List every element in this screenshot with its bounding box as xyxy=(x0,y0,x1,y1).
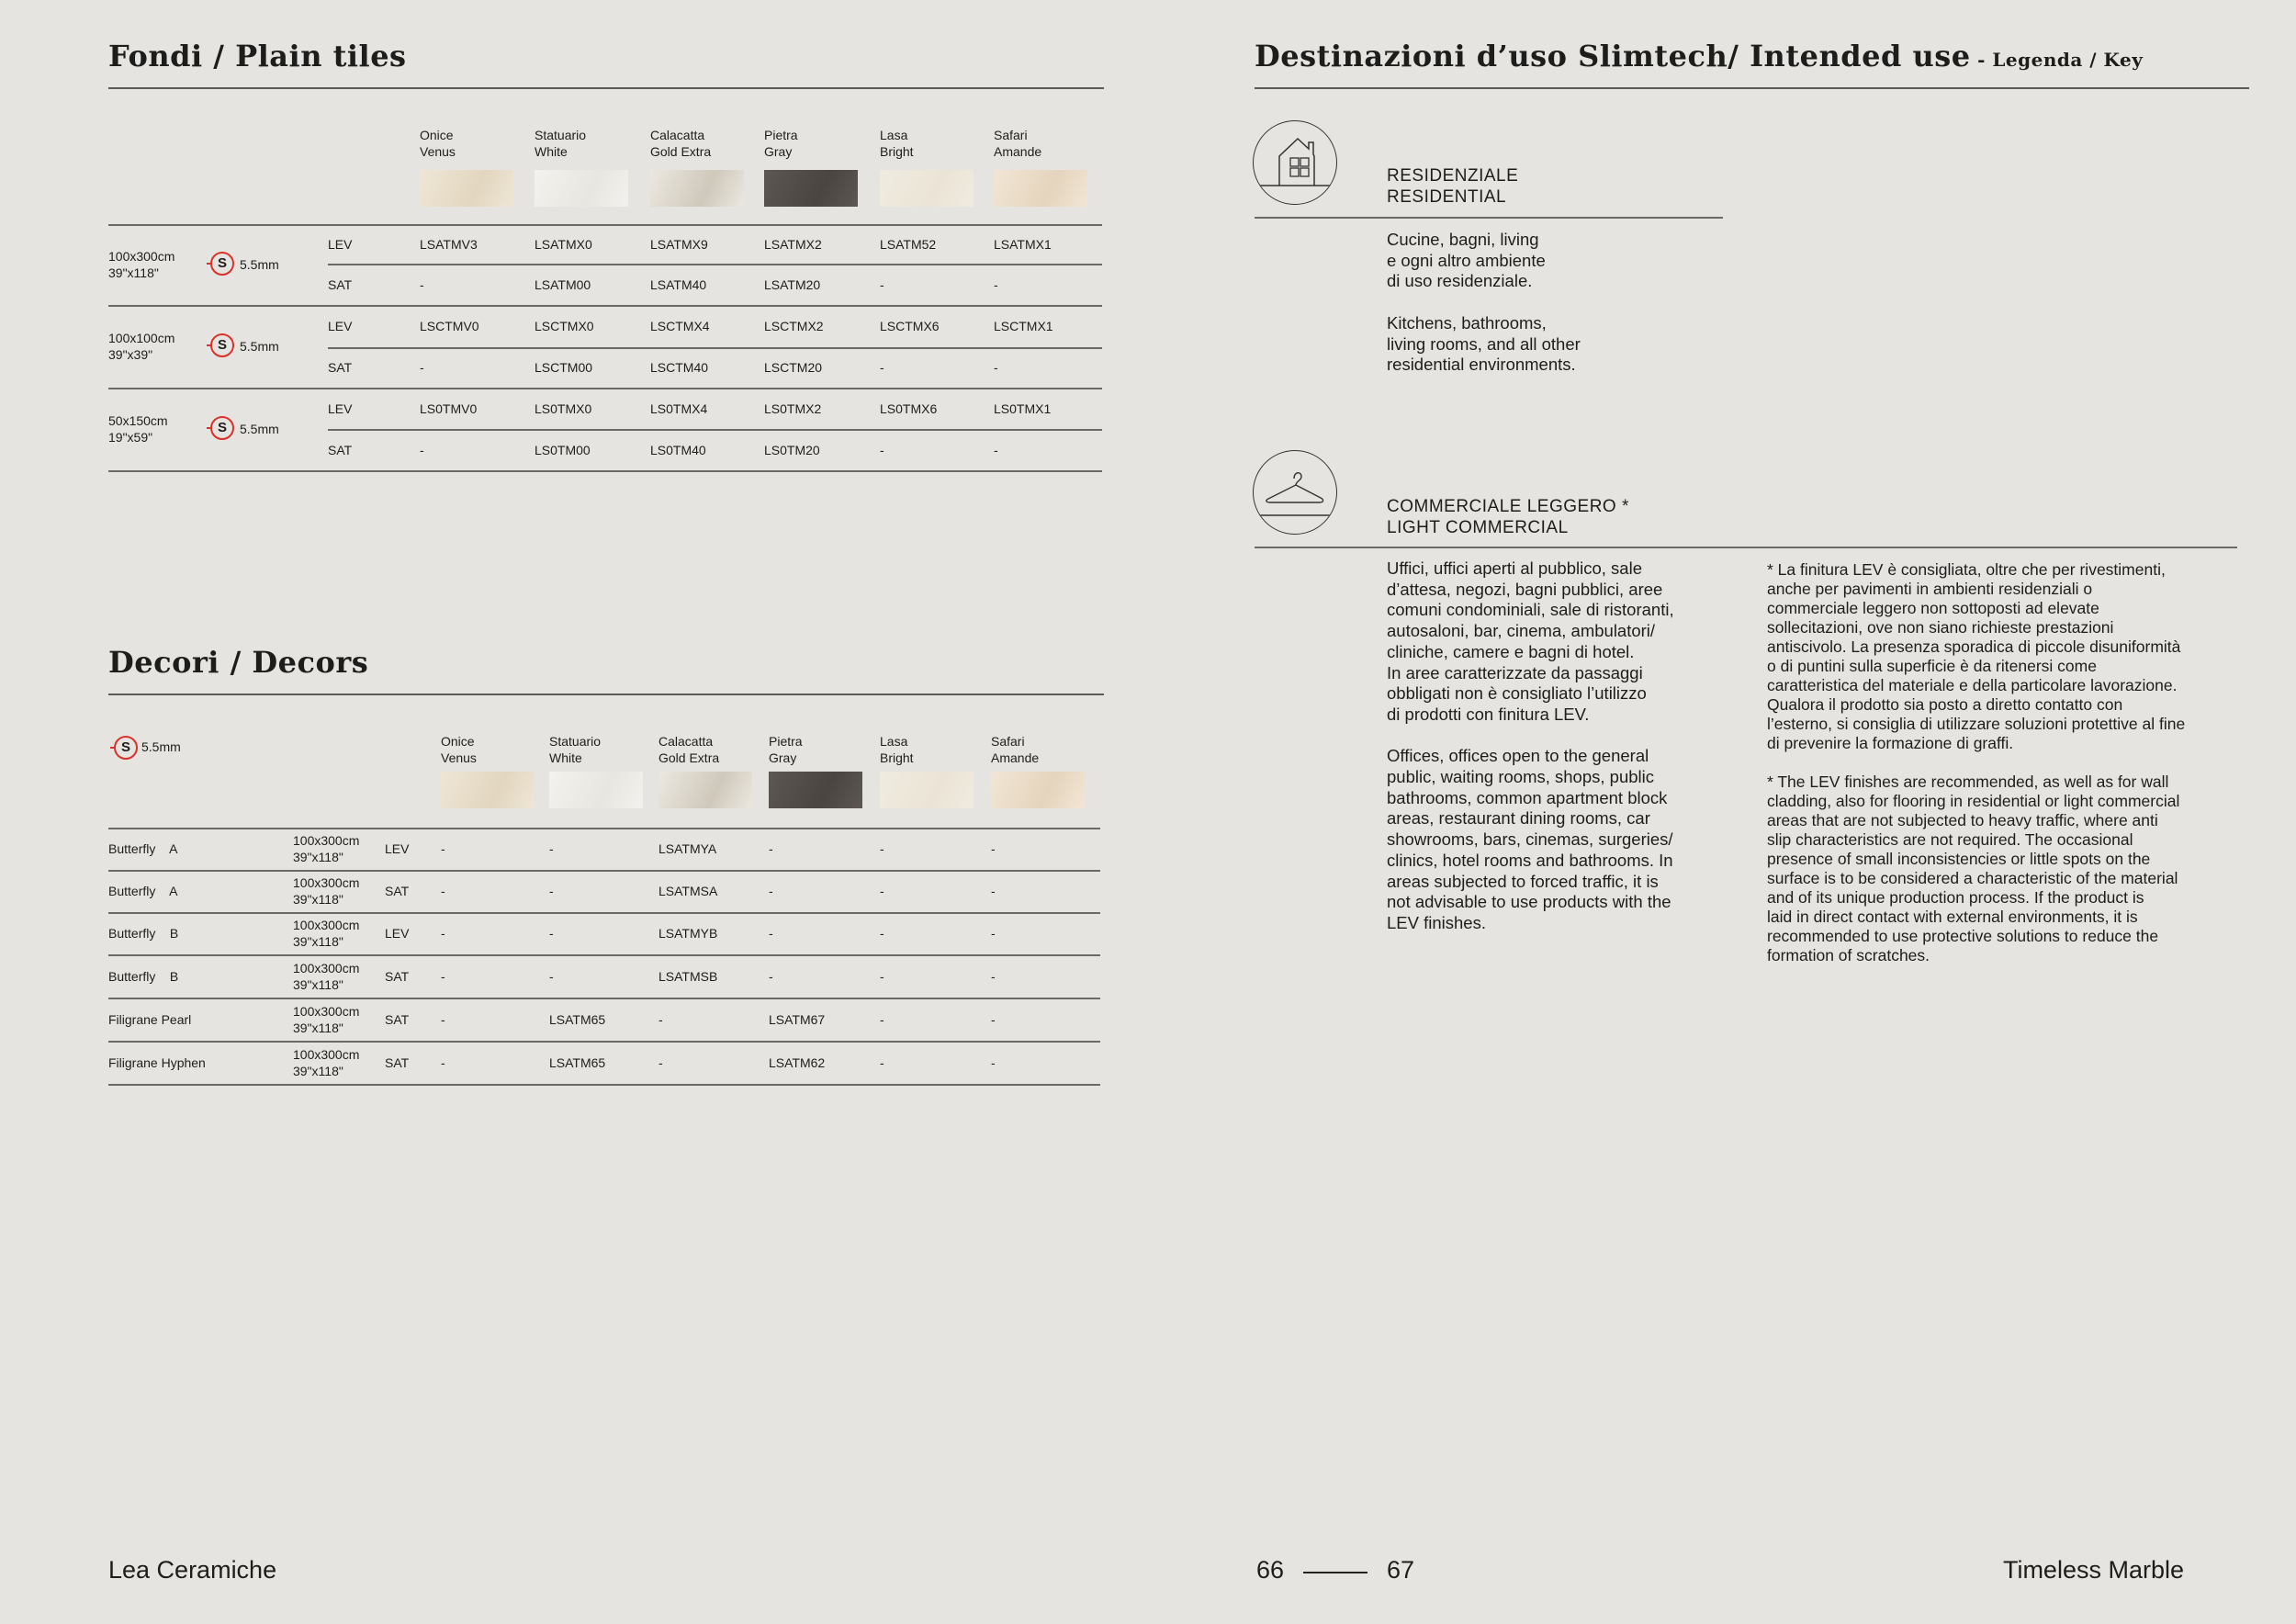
thickness-label: 5.5mm xyxy=(240,257,279,272)
product-code: LSATMSA xyxy=(658,884,718,898)
product-code: - xyxy=(991,1054,996,1070)
product-code: LS0TMX2 xyxy=(764,400,822,416)
decor-name: Butterfly A xyxy=(108,884,178,898)
product-code: LSATM20 xyxy=(764,276,821,292)
product-code: LSATMX2 xyxy=(764,236,822,252)
brand-name: Lea Ceramiche xyxy=(108,1556,277,1584)
page-number-right: 67 xyxy=(1387,1556,1415,1584)
product-code: LSCTM20 xyxy=(764,360,823,375)
color-swatch xyxy=(880,170,974,207)
divider xyxy=(1255,217,1723,219)
color-swatch xyxy=(769,772,862,808)
row-divider xyxy=(108,388,1102,389)
product-code: LSCTM40 xyxy=(650,360,709,375)
divider xyxy=(108,694,1104,695)
product-code: - xyxy=(880,1011,884,1027)
color-name: Calacatta Gold Extra xyxy=(650,128,712,159)
finish-label: SAT xyxy=(328,276,353,292)
product-code: - xyxy=(549,926,554,941)
product-code: - xyxy=(991,884,996,898)
product-code: LSATM52 xyxy=(880,236,937,252)
product-code: LSCTMX4 xyxy=(650,319,710,333)
product-code: - xyxy=(441,926,445,941)
decor-name: Butterfly B xyxy=(108,968,179,984)
product-code: LS0TMX6 xyxy=(880,400,938,416)
product-code: LSATMX1 xyxy=(994,236,1052,252)
commercial-text: Uffici, uffici aperti al pubblico, sale d’attesa, negozi, bagni pubblici, aree comuni condominiali, sale di ristoranti, autosaloni, bar, cinema, ambulatori/ cliniche, camere e bagni di hotel. In aree caratterizzate da passaggi obbligati non è consigliato l’utilizzo di prodotti con finitura LEV. Offices, offices open to the general public, waiting rooms, shops, public bathrooms, common apartment block areas, restaurant dining rooms, car showrooms, bars, cinemas, surgeries/ clinics, hotel rooms and bathrooms. In areas subjected to forced traffic, it is not advisable to use products with the LEV finishes. xyxy=(1387,558,1674,932)
product-code: LSATMSB xyxy=(658,968,718,984)
product-code: - xyxy=(994,276,998,292)
row-divider xyxy=(328,264,1102,265)
product-code: LSATMV3 xyxy=(420,236,478,252)
decor-name: Filigrane Pearl xyxy=(108,1011,192,1027)
product-code: - xyxy=(658,1011,663,1027)
thickness-label: 5.5mm xyxy=(240,422,279,436)
row-divider xyxy=(108,870,1100,872)
size-label: 100x100cm 39"x39" xyxy=(108,331,175,362)
color-name: Statuario White xyxy=(549,734,602,765)
product-code: - xyxy=(880,884,884,898)
thickness-icon: S xyxy=(210,416,234,440)
product-code: LSATM67 xyxy=(769,1011,826,1027)
row-divider xyxy=(328,347,1102,349)
color-swatch xyxy=(764,170,858,207)
product-code: - xyxy=(880,1054,884,1070)
finish-label: LEV xyxy=(385,841,410,856)
hanger-icon xyxy=(1253,450,1337,535)
row-divider xyxy=(328,429,1102,431)
thickness-icon: S xyxy=(114,736,138,760)
color-swatch xyxy=(535,170,628,207)
color-name: Onice Venus xyxy=(420,128,456,159)
product-code: LS0TMV0 xyxy=(420,400,478,416)
product-code: - xyxy=(420,442,424,457)
decor-name: Butterfly B xyxy=(108,926,179,941)
color-swatch xyxy=(991,772,1085,808)
finish-label: SAT xyxy=(328,442,353,457)
finish-label: SAT xyxy=(385,884,410,898)
product-code: - xyxy=(769,884,773,898)
product-code: - xyxy=(991,926,996,941)
size-label: 100x300cm 39"x118" xyxy=(293,833,360,864)
row-divider xyxy=(108,224,1102,226)
product-code: LSCTMV0 xyxy=(420,319,479,333)
title-text: Destinazioni d’uso Slimtech/ Intended use xyxy=(1255,39,1971,73)
product-code: LS0TMX0 xyxy=(535,400,592,416)
page-separator xyxy=(1303,1572,1367,1573)
row-divider xyxy=(108,828,1100,829)
row-divider xyxy=(108,305,1102,307)
finish-label: SAT xyxy=(385,1011,410,1027)
finish-label: SAT xyxy=(328,360,353,375)
product-code: - xyxy=(991,1011,996,1027)
product-code: LSATM40 xyxy=(650,276,707,292)
color-swatch xyxy=(650,170,744,207)
size-label: 100x300cm 39"x118" xyxy=(108,249,175,280)
product-code: - xyxy=(880,360,884,375)
size-label: 50x150cm 19"x59" xyxy=(108,413,168,445)
color-name: Pietra Gray xyxy=(764,128,798,159)
collection-name: Timeless Marble xyxy=(2002,1556,2184,1584)
size-label: 100x300cm 39"x118" xyxy=(293,875,360,907)
color-name: Onice Venus xyxy=(441,734,477,765)
subtitle-text: - Legenda / Key xyxy=(1970,49,2144,71)
row-divider xyxy=(108,954,1100,956)
divider xyxy=(1255,87,2249,89)
product-code: - xyxy=(420,276,424,292)
product-code: LSCTM00 xyxy=(535,360,593,375)
color-name: Safari Amande xyxy=(991,734,1040,765)
thickness-icon: S xyxy=(210,252,234,276)
size-label: 100x300cm 39"x118" xyxy=(293,1046,360,1078)
house-icon xyxy=(1253,120,1337,205)
divider xyxy=(1255,547,2237,548)
product-code: LSATM65 xyxy=(549,1011,606,1027)
product-code: - xyxy=(441,884,445,898)
decor-name: Butterfly A xyxy=(108,841,178,856)
color-name: Lasa Bright xyxy=(880,734,914,765)
product-code: LS0TM40 xyxy=(650,442,706,457)
product-code: - xyxy=(994,442,998,457)
color-name: Safari Amande xyxy=(994,128,1042,159)
thickness-label: 5.5mm xyxy=(240,339,279,354)
product-code: - xyxy=(880,442,884,457)
product-code: LSCTMX1 xyxy=(994,319,1053,333)
product-code: - xyxy=(769,841,773,856)
row-divider xyxy=(108,998,1100,999)
lev-finish-note: * La finitura LEV è consigliata, oltre che per rivestimenti, anche per pavimenti in ambienti residenziali o commerciale leggero non sottoposti ad elevate sollecitazioni, ove non siano richieste prestazioni antiscivolo. La presenza sporadica di piccole disuniformità o di puntini sulla superficie è da ritenersi come caratteristica del materiale e della particolare lavorazione. Qualora il prodotto sia posto a diretto contatto con l’esterno, si consiglia di utilizzare soluzioni protettive al fine di prevenire la formazione di graffi. * The LEV finishes are recommended, as well as for wall cladding, also for flooring in residential or light commercial areas that are not subjected to heavy traffic, where anti slip characteristics are not required. The occasional presence of small inconsistencies or little spots on the surface is to be considered a characteristic of the material and of its unique production process. If the product is laid in direct contact with external environments, it is recommended to use protective solutions to reduce the formation of scratches. xyxy=(1767,560,2186,964)
color-swatch xyxy=(441,772,535,808)
product-code: - xyxy=(880,968,884,984)
color-name: Pietra Gray xyxy=(769,734,803,765)
finish-label: SAT xyxy=(385,968,410,984)
thickness-icon: S xyxy=(210,333,234,357)
row-divider xyxy=(108,912,1100,914)
product-code: LS0TM20 xyxy=(764,442,820,457)
product-code: LSATMX0 xyxy=(535,236,592,252)
intended-use-title xyxy=(1255,39,2143,73)
product-code: - xyxy=(991,841,996,856)
finish-label: LEV xyxy=(328,400,353,416)
product-code: LSCTMX6 xyxy=(880,319,940,333)
finish-label: SAT xyxy=(385,1054,410,1070)
product-code: - xyxy=(880,276,884,292)
product-code: - xyxy=(441,1011,445,1027)
decors-title: Decori / Decors xyxy=(108,645,369,680)
product-code: - xyxy=(549,884,554,898)
product-code: - xyxy=(880,841,884,856)
color-swatch xyxy=(994,170,1087,207)
size-label: 100x300cm 39"x118" xyxy=(293,918,360,949)
product-code: - xyxy=(658,1054,663,1070)
product-code: - xyxy=(420,360,424,375)
finish-label: LEV xyxy=(385,926,410,941)
product-code: LSATMYA xyxy=(658,841,717,856)
residential-text: Cucine, bagni, living e ogni altro ambiente di uso residenziale. Kitchens, bathrooms, living rooms, and all other residential environments. xyxy=(1387,230,1581,375)
product-code: - xyxy=(441,1054,445,1070)
product-code: LS0TMX1 xyxy=(994,400,1052,416)
product-code: LS0TM00 xyxy=(535,442,591,457)
color-name: Statuario White xyxy=(535,128,587,159)
row-divider xyxy=(108,1084,1100,1086)
product-code: LSCTMX0 xyxy=(535,319,594,333)
row-divider xyxy=(108,470,1102,472)
color-name: Calacatta Gold Extra xyxy=(658,734,720,765)
size-label: 100x300cm 39"x118" xyxy=(293,1003,360,1035)
color-name: Lasa Bright xyxy=(880,128,914,159)
product-code: - xyxy=(441,841,445,856)
decor-thickness: 5.5mm xyxy=(141,739,181,754)
finish-label: LEV xyxy=(328,236,353,252)
product-code: - xyxy=(441,968,445,984)
color-swatch xyxy=(420,170,513,207)
product-code: - xyxy=(994,360,998,375)
product-code: LSCTMX2 xyxy=(764,319,824,333)
size-label: 100x300cm 39"x118" xyxy=(293,960,360,992)
product-code: LSATMX9 xyxy=(650,236,708,252)
commercial-heading: COMMERCIALE LEGGERO * LIGHT COMMERCIAL xyxy=(1387,497,1629,537)
product-code: LSATM62 xyxy=(769,1054,826,1070)
product-code: LS0TMX4 xyxy=(650,400,708,416)
product-code: LSATMYB xyxy=(658,926,718,941)
product-code: LSATM00 xyxy=(535,276,591,292)
residential-heading: RESIDENZIALE RESIDENTIAL xyxy=(1387,166,1519,207)
product-code: - xyxy=(549,968,554,984)
color-swatch xyxy=(880,772,974,808)
row-divider xyxy=(108,1041,1100,1043)
decor-name: Filigrane Hyphen xyxy=(108,1054,206,1070)
page-number-left: 66 xyxy=(1256,1556,1285,1584)
finish-label: LEV xyxy=(328,319,353,333)
product-code: - xyxy=(991,968,996,984)
plain-tiles-title: Fondi / Plain tiles xyxy=(108,39,407,73)
product-code: - xyxy=(549,841,554,856)
product-code: - xyxy=(880,926,884,941)
product-code: LSATM65 xyxy=(549,1054,606,1070)
product-code: - xyxy=(769,968,773,984)
color-swatch xyxy=(658,772,752,808)
product-code: - xyxy=(769,926,773,941)
divider xyxy=(108,87,1104,89)
color-swatch xyxy=(549,772,643,808)
